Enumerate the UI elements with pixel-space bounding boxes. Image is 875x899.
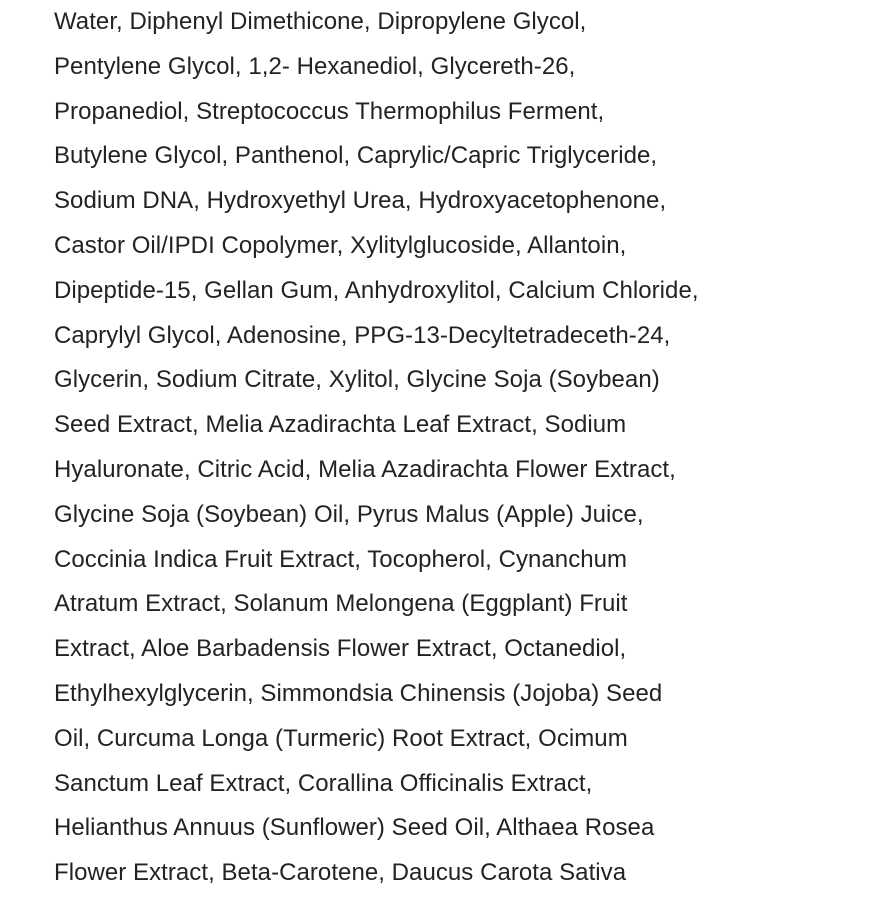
ingredient-line: Glycerin, Sodium Citrate, Xylitol, Glycine Soja (Soybean) [54,366,660,394]
ingredient-line: Helianthus Annuus (Sunflower) Seed Oil, Althaea Rosea [54,814,655,842]
ingredient-line: Butylene Glycol, Panthenol, Caprylic/Capric Triglyceride, [54,142,658,170]
ingredient-line: Oil, Curcuma Longa (Turmeric) Root Extract, Ocimum [54,724,628,752]
ingredient-line: Pentylene Glycol, 1,2- Hexanediol, Glycereth-26, [54,52,576,80]
ingredient-line: Seed Extract, Melia Azadirachta Leaf Extract, Sodium [54,411,627,439]
ingredient-line: Propanediol, Streptococcus Thermophilus Ferment, [54,97,605,125]
ingredient-line: Sanctum Leaf Extract, Corallina Officinalis Extract, [54,769,593,797]
ingredient-line: Glycine Soja (Soybean) Oil, Pyrus Malus (Apple) Juice, [54,500,644,528]
ingredient-line: Dipeptide-15, Gellan Gum, Anhydroxylitol, Calcium Chloride, [54,276,699,304]
ingredient-line: Extract, Aloe Barbadensis Flower Extract, Octanediol, [54,635,627,663]
ingredient-line: Coccinia Indica Fruit Extract, Tocopherol, Cynanchum [54,545,628,573]
ingredient-line: Flower Extract, Beta-Carotene, Daucus Carota Sativa [54,859,627,887]
ingredient-line: Atratum Extract, Solanum Melongena (Eggplant) Fruit [54,590,628,618]
ingredient-line: Ethylhexylglycerin, Simmondsia Chinensis (Jojoba) Seed [54,679,663,707]
ingredient-line: Water, Diphenyl Dimethicone, Dipropylene Glycol, [54,8,587,35]
ingredient-line: Hyaluronate, Citric Acid, Melia Azadirachta Flower Extract, [54,455,676,483]
ingredient-list [54,0,854,896]
ingredient-line: Castor Oil/IPDI Copolymer, Xylitylglucoside, Allantoin, [54,231,627,259]
ingredient-line: Caprylyl Glycol, Adenosine, PPG-13-Decyltetradeceth-24, [54,321,671,349]
ingredient-line: Sodium DNA, Hydroxyethyl Urea, Hydroxyacetophenone, [54,187,667,215]
